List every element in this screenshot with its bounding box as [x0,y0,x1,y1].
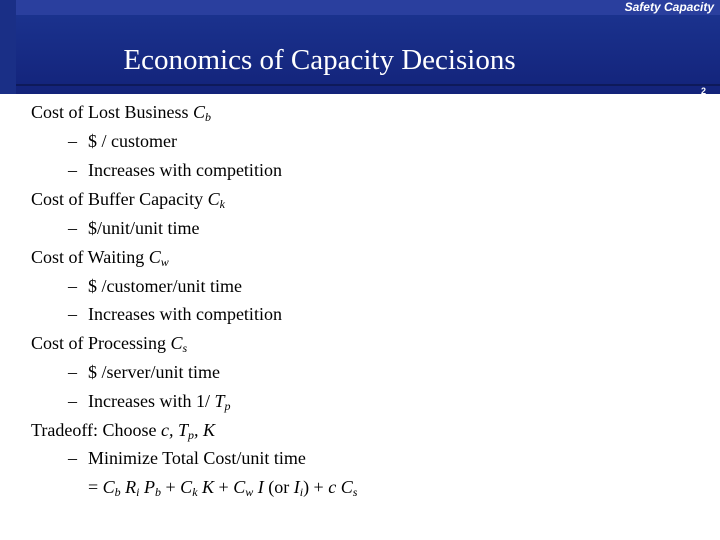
sub-bullet-text: Increases with competition [88,160,282,180]
title-divider [16,84,720,86]
sub-bullet-text: $ /customer/unit time [88,276,242,296]
slide-number: 2 [700,86,706,96]
sub-bullet-text: Increases with 1/ [88,391,215,411]
sub-bullet [68,217,200,239]
total-cost-formula [88,476,357,503]
sub-bullet [68,159,282,181]
dash: – [68,391,77,411]
var-sub: w [160,255,169,269]
bullet-lost-business [31,101,211,128]
var-sub: p [224,399,231,413]
slide-title [0,44,720,77]
var: C [170,333,183,353]
sub-bullet-text: $/unit/unit time [88,218,200,238]
sub-bullet [68,447,306,469]
sub-bullet-text: $ /server/unit time [88,362,220,382]
var-sub: k [219,197,225,211]
dash: – [68,304,77,324]
dash: – [68,276,77,296]
sub-bullet [68,303,282,325]
var-sub: b [205,110,212,124]
dash: – [68,218,77,238]
bullet-buffer-capacity [31,188,225,215]
var: C [193,102,206,122]
dash: – [68,160,77,180]
bullet-text: Cost of Waiting [31,247,149,267]
var-sub: p [188,428,194,442]
dash: – [68,448,77,468]
header-bar [16,0,720,15]
sub-bullet [68,275,242,297]
bullet-waiting [31,246,169,273]
bullet-text: Cost of Lost Business [31,102,194,122]
sub-bullet [68,390,230,417]
dash: – [68,131,77,151]
var: c, T [161,420,188,440]
var-sub: s [182,341,188,355]
bullet-text: Cost of Processing [31,333,171,353]
dash: – [68,362,77,382]
bullet-text: Cost of Buffer Capacity [31,189,208,209]
var: T [214,391,225,411]
formula-text: = $C_b$ $R_i$ $P_b + C_k$ $K + C_w$ I (or $I_i) + c$ $C_s$ [88,477,358,499]
var: C [207,189,220,209]
slide-title-text: Economics of Capacity Decisions [123,44,516,76]
bullet-text: Tradeoff: Choose [31,420,161,440]
var: , K [194,420,216,440]
bullet-processing [31,332,187,359]
bullet-tradeoff [31,419,215,446]
sub-bullet-text: Minimize Total Cost/unit time [88,448,306,468]
var: C [148,247,161,267]
sub-bullet-text: $ / customer [88,131,177,151]
sub-bullet [68,130,177,152]
header-label: Safety Capacity [624,0,714,14]
sub-bullet [68,361,220,383]
sub-bullet-text: Increases with competition [88,304,282,324]
